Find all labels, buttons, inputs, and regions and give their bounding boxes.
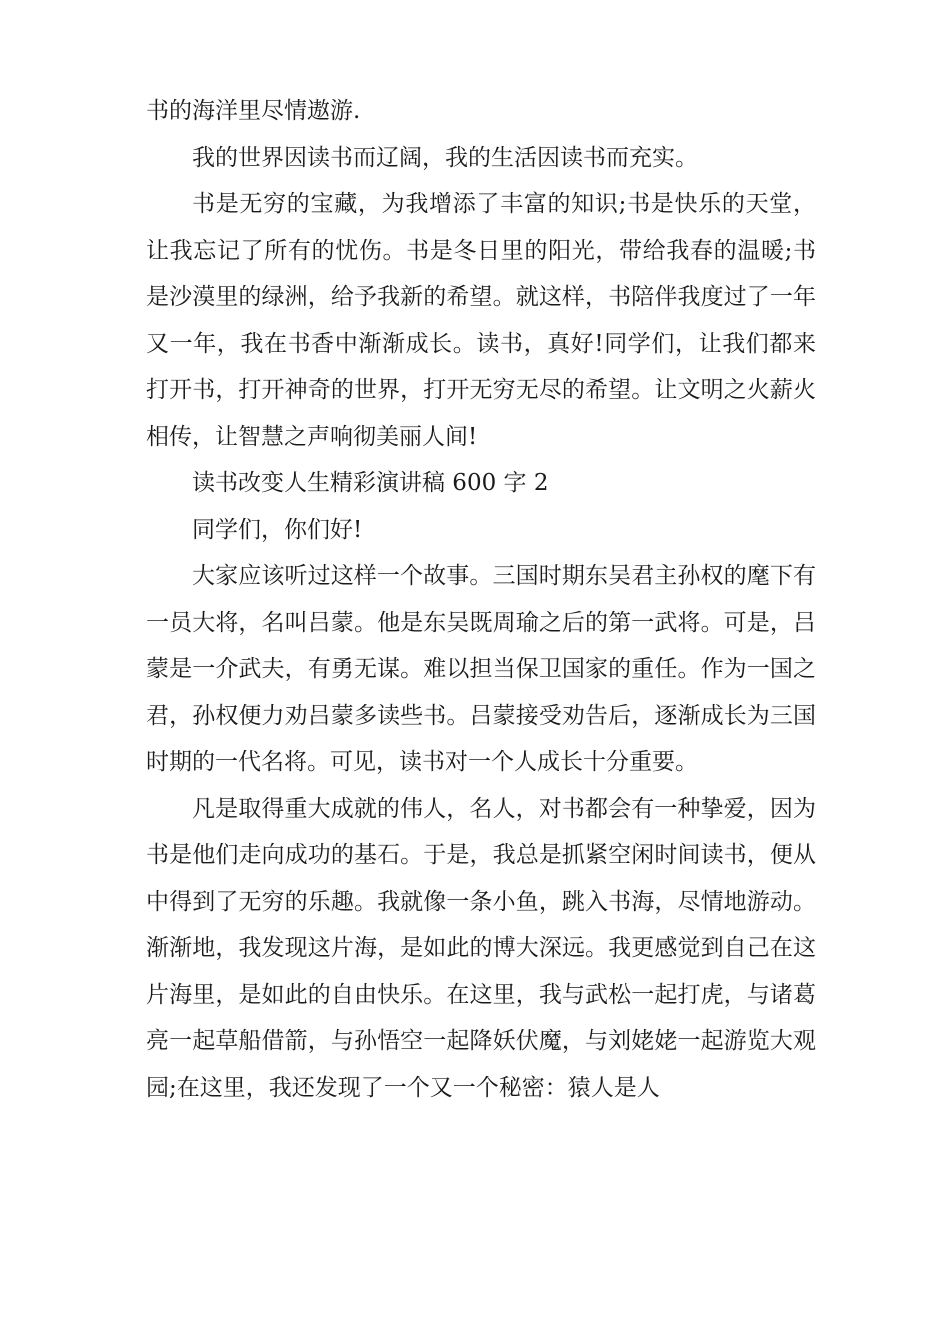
section-title: 读书改变人生精彩演讲稿 600 字 2 — [192, 470, 549, 496]
paragraph: 我的世界因读书而辽阔，我的生活因读书而充实。 — [192, 144, 698, 171]
paragraph: 书是无穷的宝藏，为我增添了丰富的知识;书是快乐的天堂，让我忘记了所有的忧伤。书是冬日里的阳光，带给我春的温暖;书是沙漠里的绿洲，给予我新的希望。就这样，书陪伴我度过了一年又一年，我在书香中渐渐成长。读书，真好!同学们，让我们都来打开书，打开神奇的世界，打开无穷无尽的希望。让文明之火薪火相传，让智慧之声响彻美丽人间! — [146, 191, 816, 450]
document-body — [146, 88, 816, 1111]
paragraph: 凡是取得重大成就的伟人，名人，对书都会有一种挚爱，因为书是他们走向成功的基石。于是，我总是抓紧空闲时间读书，便从中得到了无穷的乐趣。我就像一条小鱼，跳入书海，尽情地游动。渐渐地，我发现这片海，是如此的博大深远。我更感觉到自己在这片海里，是如此的自由快乐。在这里，我与武松一起打虎，与诸葛亮一起草船借箭，与孙悟空一起降妖伏魔，与刘姥姥一起游览大观园;在这里，我还发现了一个又一个秘密：猿人是人 — [146, 795, 816, 1101]
paragraph-continuation: 书的海洋里尽情遨游. — [146, 98, 361, 124]
greeting: 同学们，你们好! — [192, 516, 363, 543]
paragraph: 大家应该听过这样一个故事。三国时期东吴君主孙权的麾下有一员大将，名叫吕蒙。他是东吴既周瑜之后的第一武将。可是，吕蒙是一介武夫，有勇无谋。难以担当保卫国家的重任。作为一国之君，孙权便力劝吕蒙多读些书。吕蒙接受劝告后，逐渐成长为三国时期的一代名将。可见，读书对一个人成长十分重要。 — [146, 563, 816, 775]
